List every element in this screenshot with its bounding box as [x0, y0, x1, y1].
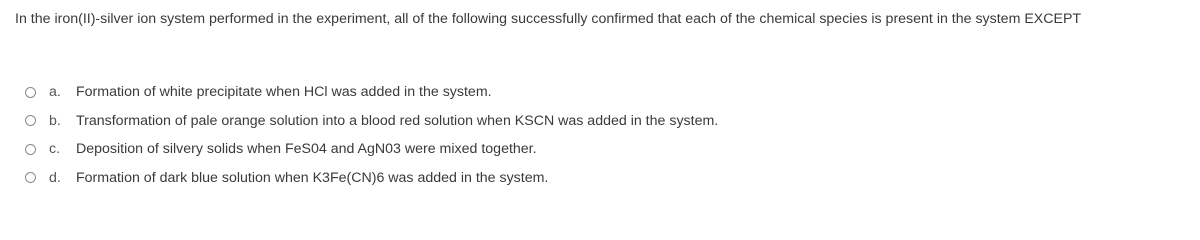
radio-button-a[interactable]	[25, 87, 36, 98]
option-letter: c.	[49, 141, 61, 158]
option-label: Formation of dark blue solution when K3Fe(CN)6 was added in the system.	[76, 169, 549, 186]
option-letter: d.	[49, 169, 61, 186]
radio-button-c[interactable]	[25, 144, 36, 155]
radio-button-b[interactable]	[25, 115, 36, 126]
question-text: In the iron(II)-silver ion system performed in the experiment, all of the following successfully confirmed that each of the chemical species is present in the system EXCEPT	[15, 11, 1082, 27]
option-a[interactable]	[25, 78, 718, 107]
radio-button-d[interactable]	[25, 172, 36, 183]
option-letter: b.	[49, 112, 61, 129]
option-c[interactable]	[25, 135, 718, 164]
option-label: Deposition of silvery solids when FeS04 and AgN03 were mixed together.	[76, 141, 537, 158]
answer-options	[25, 78, 718, 192]
option-label: Formation of white precipitate when HCl was added in the system.	[76, 84, 492, 101]
option-label: Transformation of pale orange solution into a blood red solution when KSCN was added in the system.	[76, 112, 719, 129]
option-b[interactable]	[25, 107, 718, 136]
option-d[interactable]	[25, 164, 718, 193]
option-letter: a.	[49, 84, 61, 101]
